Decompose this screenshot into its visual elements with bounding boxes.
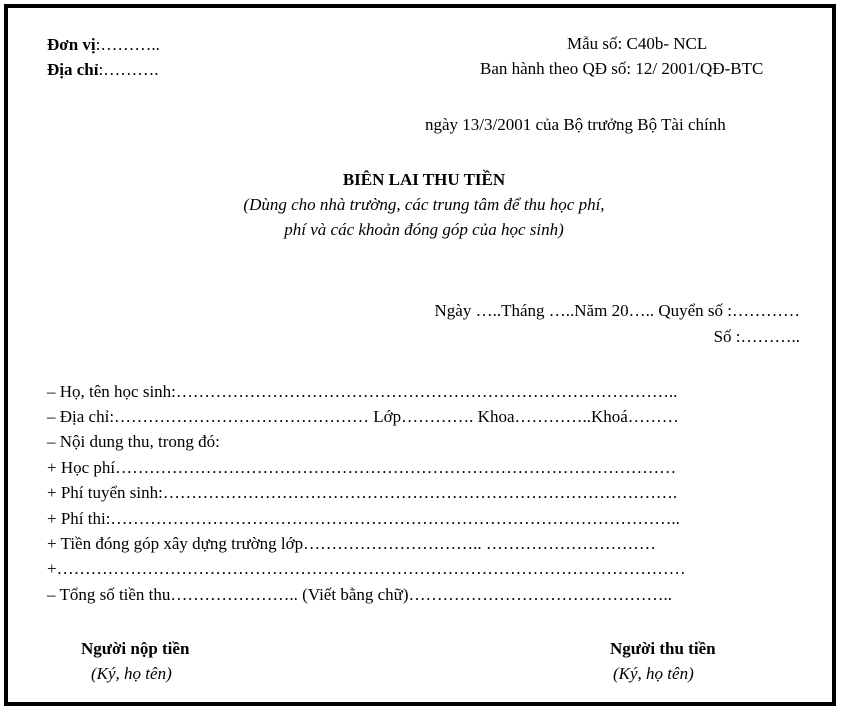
receipt-subtitle-line1: (Dùng cho nhà trường, các trung tâm để thu học phí, [243,195,605,214]
receipt-number-line: Số :……….. [713,327,800,346]
date-book-line: Ngày …..Tháng …..Năm 20….. Quyển số :………… [434,301,800,320]
field-student-name: – Họ, tên học sinh:…………………………………………………………………………….. [47,382,678,401]
field-address-class: – Địa chỉ:……………………………………… Lớp…………. Khoa…………..Khoá……… [47,407,679,426]
unit-fill: :……….. [95,35,160,54]
address-line [47,60,158,80]
field-tuition: + Học phí……………………………………………………………………………………… [47,458,677,477]
receipt-title: BIÊN LAI THU TIỀN [342,170,506,189]
field-exam-fee: + Phí thi:……………………………………………………………………………………….. [47,509,680,528]
form-number: Mẫu số: C40b- NCL [567,34,708,53]
field-admission-fee: + Phí tuyển sinh:………………………………………………………………………………. [47,483,678,502]
unit-label: Đơn vị [47,35,96,54]
collector-title: Người thu tiền [610,639,716,658]
unit-line [47,35,160,55]
collector-note: (Ký, họ tên) [613,664,694,683]
field-total: – Tổng số tiền thu………………….. (Viết bằng chữ)……………………………………….. [47,585,673,604]
payer-title: Người nộp tiền [81,639,190,658]
payer-note: (Ký, họ tên) [91,664,172,683]
address-label: Địa chỉ [47,60,99,79]
field-construction-contribution: + Tiền đóng góp xây dựng trường lớp………………………….. ………………………… [47,534,656,553]
field-content: – Nội dung thu, trong đó: [47,432,220,451]
issued-date: ngày 13/3/2001 của Bộ trưởng Bộ Tài chính [425,115,726,134]
address-fill: :………. [98,60,159,79]
receipt-subtitle-line2: phí và các khoản đóng góp của học sinh) [284,220,564,239]
field-other: +………………………………………………………………………………………………… [47,559,686,578]
issued-by: Ban hành theo QĐ số: 12/ 2001/QĐ-BTC [480,59,764,78]
